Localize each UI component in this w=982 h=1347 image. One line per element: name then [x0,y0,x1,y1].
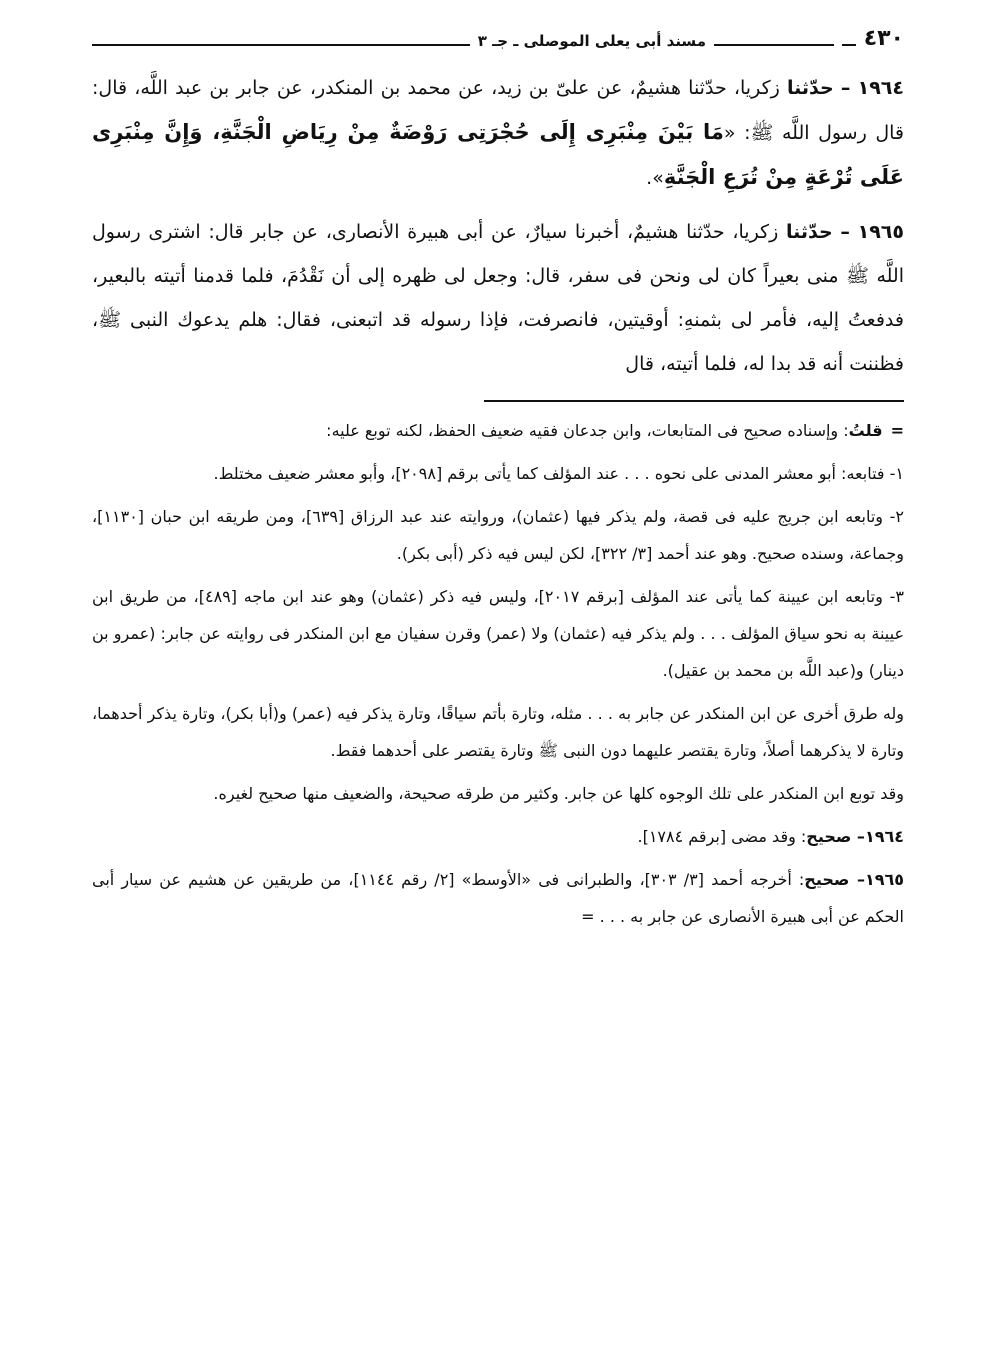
qultu-label: قلتُ [848,421,883,440]
hadith-number: ١٩٦٤ [857,77,904,99]
hadith-isnad: زكريا، حدّثنا هشيمٌ، عن علىّ بن زيد، عن محمد بن المنكدر، عن جابر بن عبد اللَّه، قال: قال رسول اللَّه ﷺ: « [92,77,904,144]
footnote-1965: ١٩٦٥– صحيح: أخرجه أحمد [٣/ ٣٠٣]، والطبرانى فى «الأوسط» [٢/ رقم ١١٤٤]، من طريقين عن هشيم عن سيار أبى الحكم عن أبى هبيرة الأنصارى عن جابر به . . . = [92,870,905,926]
book-page [92,22,904,941]
footnote-intro [92,412,904,449]
continuation-mark: = [581,907,595,926]
hadith-text: زكريا، حدّثنا هشيمٌ، أخبرنا سيارٌ، عن أبى هبيرة الأنصارى، عن جابر قال: اشترى رسول اللَّه ﷺ منى بعيراً كان لى ونحن فى سفر، قال: وجعل لى ظهره إلى أن نَقْدُمَ، فلما قدمنا أتيته بالبعير، فدفعتُ إليه، فأمر لى بثمنهِ: أوقيتين، فانصرفت، فإذا رسوله قد اتبعنى، فقال: هلم يدعوك النبى ﷺ، فظننت أنه قد بدا له، فلما أتيته، قال [92,221,904,375]
footnotes [92,412,904,935]
footnote-paragraph-4: وله طرق أخرى عن ابن المنكدر عن جابر به . . . مثله، وتارة بأتم سياقًا، وتارة يذكر فيه (عمر) و(أبا بكر)، وتارة يذكر أحدهما، وتارة لا يذكرهما أصلاً، وتارة يقتصر عليهما دون النبى ﷺ وتارة يقتصر على أحدهما فقط. [92,704,904,760]
footnote-number: ١٩٦٥ [864,870,905,889]
footnote-paragraph-5: وقد توبع ابن المنكدر على تلك الوجوه كلها عن جابر. وكثير من طرقه صحيحة، والضعيف منها صحيح لغيره. [213,784,904,803]
header-dash-right [842,44,856,46]
footnote-item-1: ١- فتابعه: أبو معشر المدنى على نحوه . . . عند المؤلف كما يأتى برقم [٢٠٩٨]، وأبو معشر ضعيف مختلط. [213,464,904,483]
header-rule [92,44,834,46]
hadith-1965 [92,210,904,386]
footnote-item-2: ٢- وتابعه ابن جريج عليه فى قصة، ولم يذكر فيها (عثمان)، وروايته عند عبد الرزاق [٦٣٩]، ومن طريقه ابن حبان [١١٣٠]، وجماعة، وسنده صحيح. وهو عند أحمد [٣/ ٣٢٢]، لكن ليس فيه ذكر (أبى بكر). [92,507,905,563]
footnote-text: : وقد مضى [برقم ١٧٨٤]. [637,827,807,846]
footnote-text: : أخرجه أحمد [٣/ ٣٠٣]، والطبرانى فى «الأوسط» [٢/ رقم ١١٤٤]، من طريقين عن هشيم عن سيار أبى الحكم عن أبى هبيرة الأنصارى عن جابر به . . . [92,870,904,926]
hadith-quote-close: ». [646,167,664,189]
page-header [92,22,904,66]
grade-label: صحيح [804,870,850,889]
hadith-number: ١٩٦٥ [857,221,904,243]
hadith-1964 [92,66,904,200]
footnote-separator [484,400,904,402]
page-number: ٤٣٠ [863,26,904,51]
continuation-mark: = [890,421,904,440]
hadith-quote: مَا بَيْنَ مِنْبَرِى إِلَى حُجْرَتِى رَوْضَةٌ مِنْ رِيَاضِ الْجَنَّةِ، وَإِنَّ مِنْبَرِى عَلَى تُرْعَةٍ مِنْ تُرَعِ الْجَنَّةِ [92,120,904,189]
footnote-number: ١٩٦٤ [864,827,904,846]
hadith-lead: حدّثنا [787,77,834,99]
footnote-intro-text: : وإسناده صحيح فى المتابعات، وابن جدعان فقيه ضعيف الحفظ، لكنه توبع عليه: [326,421,849,440]
footnote-item-3: ٣- وتابعه ابن عيينة كما يأتى عند المؤلف [برقم ٢٠١٧]، وليس فيه ذكر (عثمان) وهو عند ابن ماجه [٤٨٩]، من طريق ابن عيينة به نحو سياق المؤلف . . . ولم يذكر فيه (عثمان) ولا (عمر) وقرن سفيان مع ابن المنكدر فى روايته عن جابر: (عمرو بن دينار) و(عبد اللَّه بن محمد بن عقيل). [92,587,904,680]
hadith-dash: – [840,221,850,243]
footnote-1964: ١٩٦٤– صحيح: وقد مضى [برقم ١٧٨٤]. [637,827,904,846]
hadith-dash: – [840,77,851,99]
hadith-lead: حدّثنا [785,221,833,243]
grade-label: صحيح [806,827,852,846]
main-text [92,66,904,386]
header-dash-left [92,44,104,46]
book-title: مسند أبى يعلى الموصلى ـ جـ ٣ [470,32,714,50]
